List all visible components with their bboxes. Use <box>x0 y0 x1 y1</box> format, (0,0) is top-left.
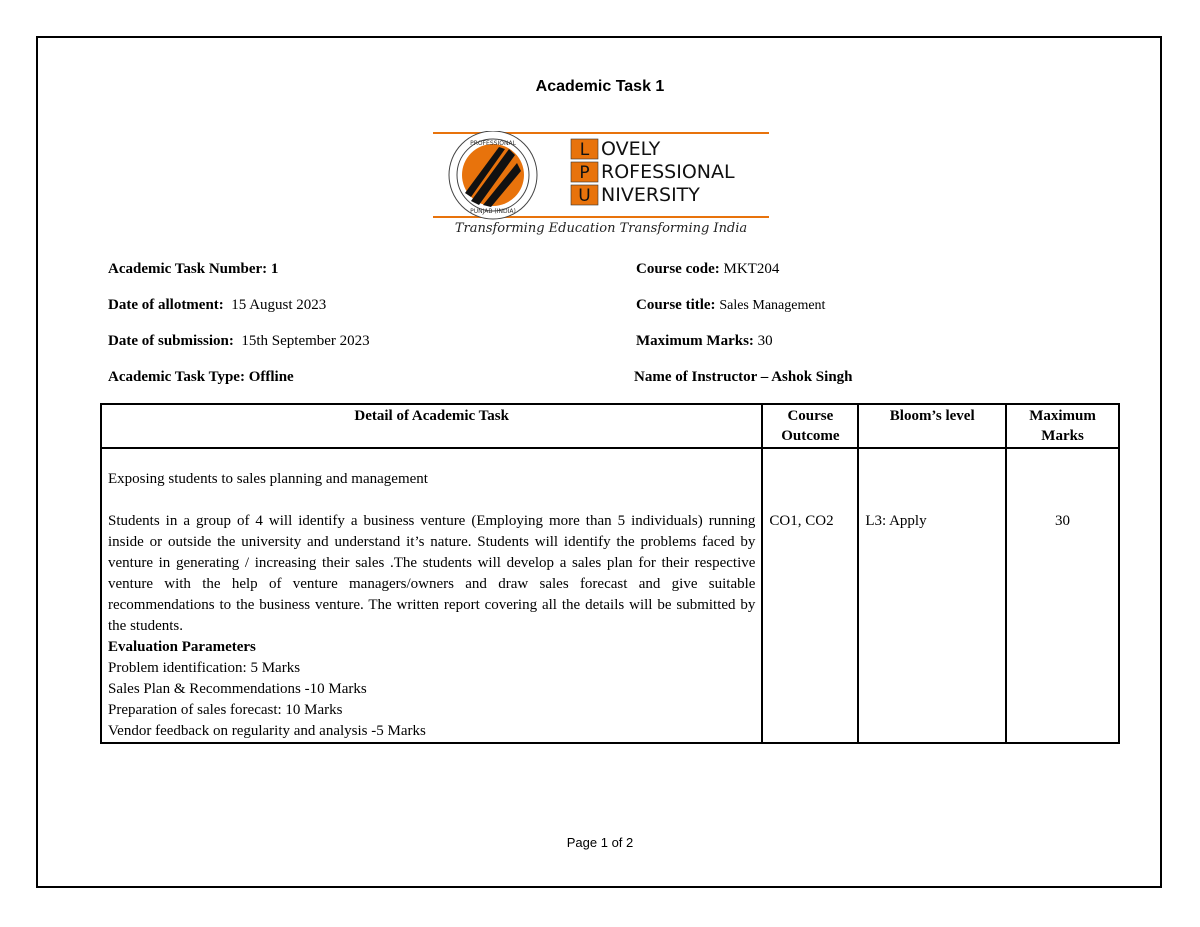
eval-item: Problem identification: 5 Marks <box>108 660 301 676</box>
wordmark <box>571 138 735 206</box>
task-type <box>108 369 294 386</box>
blooms-level-cell: L3: Apply <box>858 448 1006 743</box>
instructor-label: Name of Instructor – Ashok Singh <box>634 369 853 385</box>
course-code <box>636 261 779 278</box>
task-type-label: Academic Task Type: Offline <box>108 369 294 385</box>
logo-word-lovely: OVELY <box>601 138 661 160</box>
table-header-row <box>101 404 1119 448</box>
date-of-allotment <box>108 297 326 314</box>
svg-text:PUNJAB (INDIA): PUNJAB (INDIA) <box>470 208 516 215</box>
logo-letter-l: L <box>579 140 590 160</box>
academic-task-table <box>100 403 1120 744</box>
eval-item: Sales Plan & Recommendations -10 Marks <box>108 681 367 697</box>
task-number-label: Academic Task Number: 1 <box>108 261 279 277</box>
header-detail: Detail of Academic Task <box>101 404 762 448</box>
table-row <box>101 448 1119 743</box>
logo-tagline: Transforming Education Transforming India <box>454 221 748 236</box>
logo-word-university: NIVERSITY <box>601 184 700 206</box>
header-maximum-marks: Maximum Marks <box>1006 404 1119 448</box>
max-marks-cell: 30 <box>1006 448 1119 743</box>
submission-label: Date of submission: <box>108 333 234 349</box>
task-detail-cell <box>101 448 762 743</box>
logo-letter-p: P <box>579 163 590 183</box>
logo-word-professional: ROFESSIONAL <box>601 161 735 183</box>
course-title-value: Sales Management <box>719 298 826 313</box>
university-logo <box>431 131 771 236</box>
course-code-value: MKT204 <box>723 261 780 277</box>
date-of-submission <box>108 333 370 350</box>
course-title <box>636 297 825 314</box>
logo-letter-u: U <box>578 186 591 206</box>
max-marks-label: Maximum Marks: <box>636 333 754 349</box>
allotment-value: 15 August 2023 <box>231 297 327 313</box>
max-marks-value: 30 <box>757 333 773 349</box>
instructor <box>634 369 853 386</box>
document-title: Academic Task 1 <box>535 78 665 95</box>
course-title-label: Course title: <box>636 297 716 313</box>
allotment-label: Date of allotment: <box>108 297 224 313</box>
eval-item: Preparation of sales forecast: 10 Marks <box>108 702 343 718</box>
eval-item: Vendor feedback on regularity and analysis -5 Marks <box>108 723 426 739</box>
maximum-marks <box>636 333 773 350</box>
header-blooms-level: Bloom’s level <box>858 404 1006 448</box>
university-seal-icon <box>449 131 537 219</box>
submission-value: 15th September 2023 <box>241 333 370 349</box>
task-description: Students in a group of 4 will identify a business venture (Employing more than 5 individuals) running inside or outside the university and understand it’s nature. Students will identify the problems faced by venture in generating / increasing their sales .The students will develop a sales plan for their respective venture with the help of venture managers/owners and draw sales forecast and give suitable recommendations to the business venture. The written report covering all the details will be submitted by the students. <box>108 513 756 634</box>
svg-text:PROFESSIONAL: PROFESSIONAL <box>470 140 516 147</box>
task-intro: Exposing students to sales planning and management <box>108 471 428 487</box>
course-code-label: Course code: <box>636 261 720 277</box>
evaluation-heading: Evaluation Parameters <box>108 639 256 655</box>
task-number <box>108 261 278 278</box>
page-number: Page 1 of 2 <box>566 835 634 850</box>
course-outcome-cell: CO1, CO2 <box>762 448 858 743</box>
header-course-outcome: Course Outcome <box>762 404 858 448</box>
